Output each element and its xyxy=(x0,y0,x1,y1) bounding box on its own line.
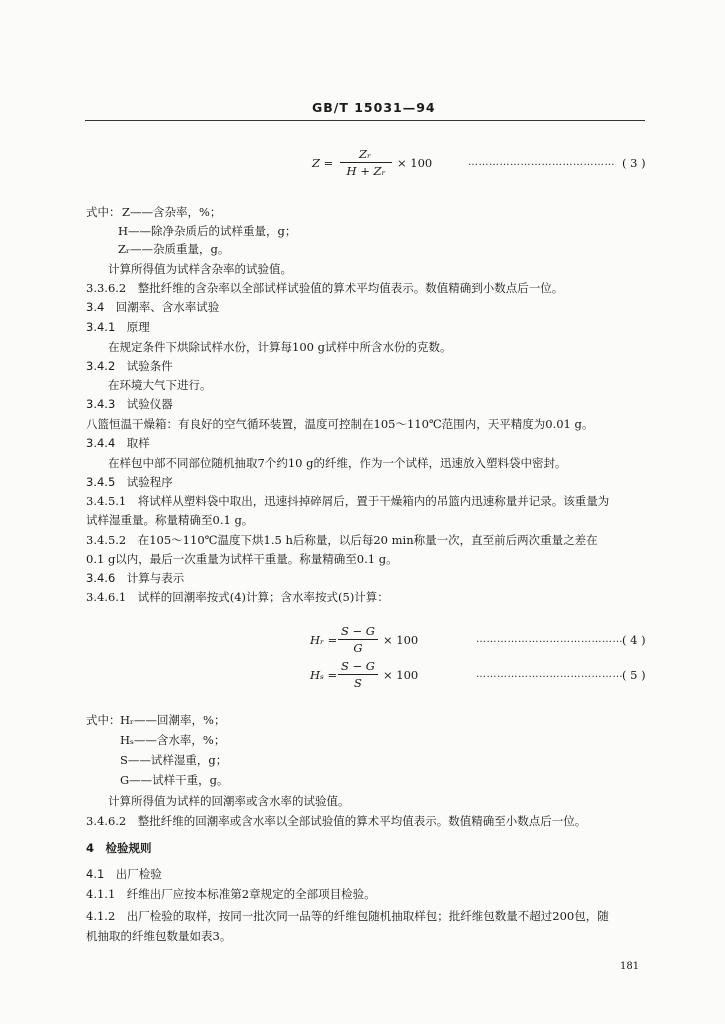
formula-5-leader: …………………………………… xyxy=(476,669,623,680)
clause-3-4-heading: 3.4 回潮率、含水率试验 xyxy=(86,300,220,314)
legend-2-item: Hᵣ——回潮率，%； xyxy=(120,713,226,727)
paragraph-line: 在样包中部不同部位随机抽取7个约10 g的纤维，作为一个试样，迅速放入塑料袋中密封。 xyxy=(108,456,567,470)
clause-3-4-5-1: 3.4.5.1 将试样从塑料袋中取出，迅速抖掉碎屑后，置于干燥箱内的吊篮内迅速称量并记录。该重量为 xyxy=(86,494,610,508)
formula-5-fraction-bar xyxy=(338,674,378,675)
formula-4-numerator: S − G xyxy=(340,624,375,638)
legend-2-item: G——试样干重，g。 xyxy=(120,773,229,787)
paragraph-line: 0.1 g以内，最后一次重量为试样干重量。称量精确至0.1 g。 xyxy=(86,552,398,566)
formula-4-fraction-bar xyxy=(338,639,378,640)
legend-2-intro: 式中： xyxy=(86,713,121,727)
formula-5-number: ( 5 ) xyxy=(622,668,646,682)
header-rule xyxy=(85,120,645,121)
formula-3-number: ( 3 ) xyxy=(622,156,646,170)
formula-5-lhs: Hₛ = xyxy=(310,668,338,682)
formula-3-tail: × 100 xyxy=(397,156,433,170)
paragraph-line: 机抽取的纤维包数量如表3。 xyxy=(86,929,232,943)
formula-4-leader: …………………………………… xyxy=(476,634,623,645)
formula-3-numerator: Zᵣ xyxy=(359,147,371,161)
clause-3-4-6-1: 3.4.6.1 试样的回潮率按式(4)计算；含水率按式(5)计算： xyxy=(86,590,389,604)
paragraph-line: 在规定条件下烘除试样水份，计算每100 g试样中所含水份的克数。 xyxy=(108,340,452,354)
clause-3-4-5-heading: 3.4.5 试验程序 xyxy=(86,475,173,489)
clause-3-4-6-2: 3.4.6.2 整批纤维的回潮率或含水率以全部试验值的算术平均值表示。数值精确至小数点后一位。 xyxy=(86,814,587,828)
formula-3-denominator: H + Zᵣ xyxy=(346,164,386,178)
clause-3-4-5-2: 3.4.5.2 在105～110℃温度下烘1.5 h后称量，以后每20 min称量一次，直至前后两次重量之差在 xyxy=(86,533,598,547)
paragraph-line: 在环境大气下进行。 xyxy=(108,378,212,392)
formula-5-denominator: S xyxy=(354,676,362,690)
legend-1-intro: 式中： xyxy=(86,205,121,219)
legend-2-item: S——试样湿重，g； xyxy=(120,753,228,767)
formula-4-number: ( 4 ) xyxy=(622,633,646,647)
section-4-title: 4 检验规则 xyxy=(86,841,152,855)
formula-4-denominator: G xyxy=(353,641,363,655)
clause-4-1-1: 4.1.1 纤维出厂应按本标准第2章规定的全部项目检验。 xyxy=(86,887,376,901)
formula-4-lhs: Hᵣ = xyxy=(310,633,338,647)
clause-4-1-2: 4.1.2 出厂检验的取样，按同一批次同一品等的纤维包随机抽取样包；批纤维包数量不超过200包，随 xyxy=(86,909,609,923)
clause-3-3-6-2: 3.3.6.2 整批纤维的含杂率以全部试样试验值的算术平均值表示。数值精确到小数点后一位。 xyxy=(86,281,564,295)
formula-5-tail: × 100 xyxy=(383,668,419,682)
formula-3-lhs: Z = xyxy=(312,156,334,170)
legend-1-item: Z——含杂率，%； xyxy=(122,205,222,219)
formula-5-numerator: S − G xyxy=(340,659,375,673)
clause-4-1-heading: 4.1 出厂检验 xyxy=(86,867,162,881)
page-number: 181 xyxy=(620,961,640,972)
legend-1-item: H——除净杂质后的试样重量，g； xyxy=(118,224,297,238)
formula-3-leader: …………………………………… xyxy=(468,157,615,168)
paragraph-line: 计算所得值为试样的回潮率或含水率的试验值。 xyxy=(108,794,350,808)
clause-3-4-3-heading: 3.4.3 试验仪器 xyxy=(86,397,173,411)
clause-3-4-2-heading: 3.4.2 试验条件 xyxy=(86,359,173,373)
paragraph-line: 试样湿重量。称量精确至0.1 g。 xyxy=(86,513,254,527)
formula-3-fraction-bar xyxy=(340,162,392,163)
clause-3-4-1-heading: 3.4.1 原理 xyxy=(86,320,150,334)
legend-1-item: Zᵣ——杂质重量，g。 xyxy=(118,242,230,256)
legend-2-item: Hₛ——含水率，%； xyxy=(120,733,226,747)
standard-code-header: GB/T 15031—94 xyxy=(312,100,436,115)
formula-4-tail: × 100 xyxy=(383,633,419,647)
clause-3-4-4-heading: 3.4.4 取样 xyxy=(86,436,150,450)
clause-3-4-6-heading: 3.4.6 计算与表示 xyxy=(86,571,185,585)
paragraph-line: 八篮恒温干燥箱：有良好的空气循环装置，温度可控制在105～110℃范围内，天平精度为0.01 g。 xyxy=(86,417,594,431)
paragraph-line: 计算所得值为试样含杂率的试验值。 xyxy=(108,262,292,276)
